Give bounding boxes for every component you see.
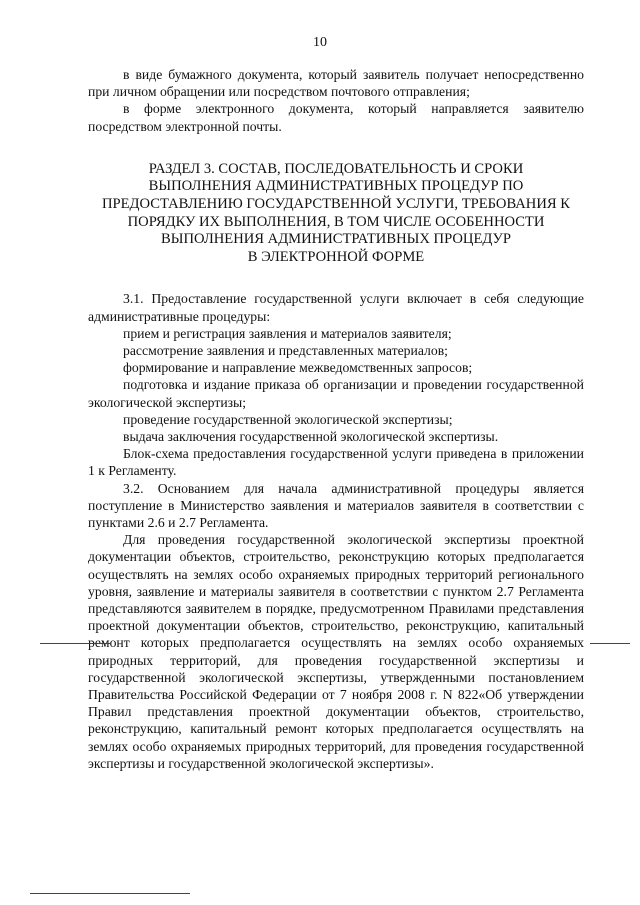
- section-heading-line: РАЗДЕЛ 3. СОСТАВ, ПОСЛЕДОВАТЕЛЬНОСТЬ И СРОКИ: [148, 160, 524, 177]
- document-body: [88, 66, 584, 772]
- procedure-item: выдача заключения государственной экологической экспертизы.: [123, 429, 499, 444]
- procedure-item: формирование и направление межведомственных запросов;: [123, 360, 473, 376]
- scan-line-right: [590, 643, 630, 644]
- procedure-item: подготовка и издание приказа об организации и проведении государственной экологической экспертизы;: [88, 377, 584, 410]
- scan-line-left: [40, 643, 110, 644]
- section-heading: [88, 161, 584, 267]
- section-heading-line: ВЫПОЛНЕНИЯ АДМИНИСТРАТИВНЫХ ПРОЦЕДУР: [161, 231, 511, 248]
- section-heading-line: ВЫПОЛНЕНИЯ АДМИНИСТРАТИВНЫХ ПРОЦЕДУР ПО: [148, 178, 524, 195]
- procedure-item: прием и регистрация заявления и материалов заявителя;: [123, 325, 452, 341]
- delivery-option-electronic: в форме электронного документа, который направляется заявителю посредством электронной почты.: [88, 101, 584, 134]
- section-heading-line: ПРЕДОСТАВЛЕНИЮ ГОСУДАРСТВЕННОЙ УСЛУГИ, ТРЕБОВАНИЯ К: [101, 196, 571, 212]
- procedure-item: проведение государственной экологической экспертизы;: [123, 411, 453, 427]
- procedure-item: рассмотрение заявления и представленных материалов;: [123, 342, 448, 358]
- flowchart-paragraph: Блок-схема предоставления государственной услуги приведена в приложении 1 к Регламенту.: [88, 446, 584, 479]
- section-heading-line: ПОРЯДКУ ИХ ВЫПОЛНЕНИЯ, В ТОМ ЧИСЛЕ ОСОБЕННОСТИ: [127, 213, 545, 230]
- scan-line-bottom: [30, 893, 190, 894]
- page-number: 10: [313, 35, 327, 50]
- paragraph-3-1: 3.1. Предоставление государственной услуги включает в себя следующие административные процедуры:: [88, 291, 584, 324]
- delivery-option-paper: в виде бумажного документа, который заявитель получает непосредственно при личном обращении или посредством почтового отправления;: [88, 67, 584, 100]
- section-heading-line: В ЭЛЕКТРОННОЙ ФОРМЕ: [247, 248, 425, 265]
- paragraph-3-2: 3.2. Основанием для начала административной процедуры является поступление в Министерство заявления и материалов заявителя в соответствии с пунктами 2.6 и 2.7 Регламента.: [88, 480, 584, 531]
- project-documentation-paragraph: Для проведения государственной экологической экспертизы проектной документации объектов, строительство, реконструкцию которых предполагается осуществлять на землях особо охраняемых природных территорий регионального уровня, заявление и материалы заявителя в соответствии с пунктом 2.7 Регламента представляются заявителем в порядке, предусмотренном Правилами представления проектной документации объектов, строительство, реконструкцию, капитальный ремонт которых предполагается осуществлять на землях особо охраняемых природных территорий, для проведения государственной экспертизы и государственной экологической экспертизы, утвержденными постановлением Правительства Российской Федерации от 7 ноября 2008 г. N 822«Об утверждении Правил представления проектной документации объектов, строительство, реконструкцию, капитальный ремонт которых предполагается осуществлять на землях особо охраняемых природных территорий, для проведения государственной экспертизы и государственной экологической экспертизы».: [88, 532, 584, 771]
